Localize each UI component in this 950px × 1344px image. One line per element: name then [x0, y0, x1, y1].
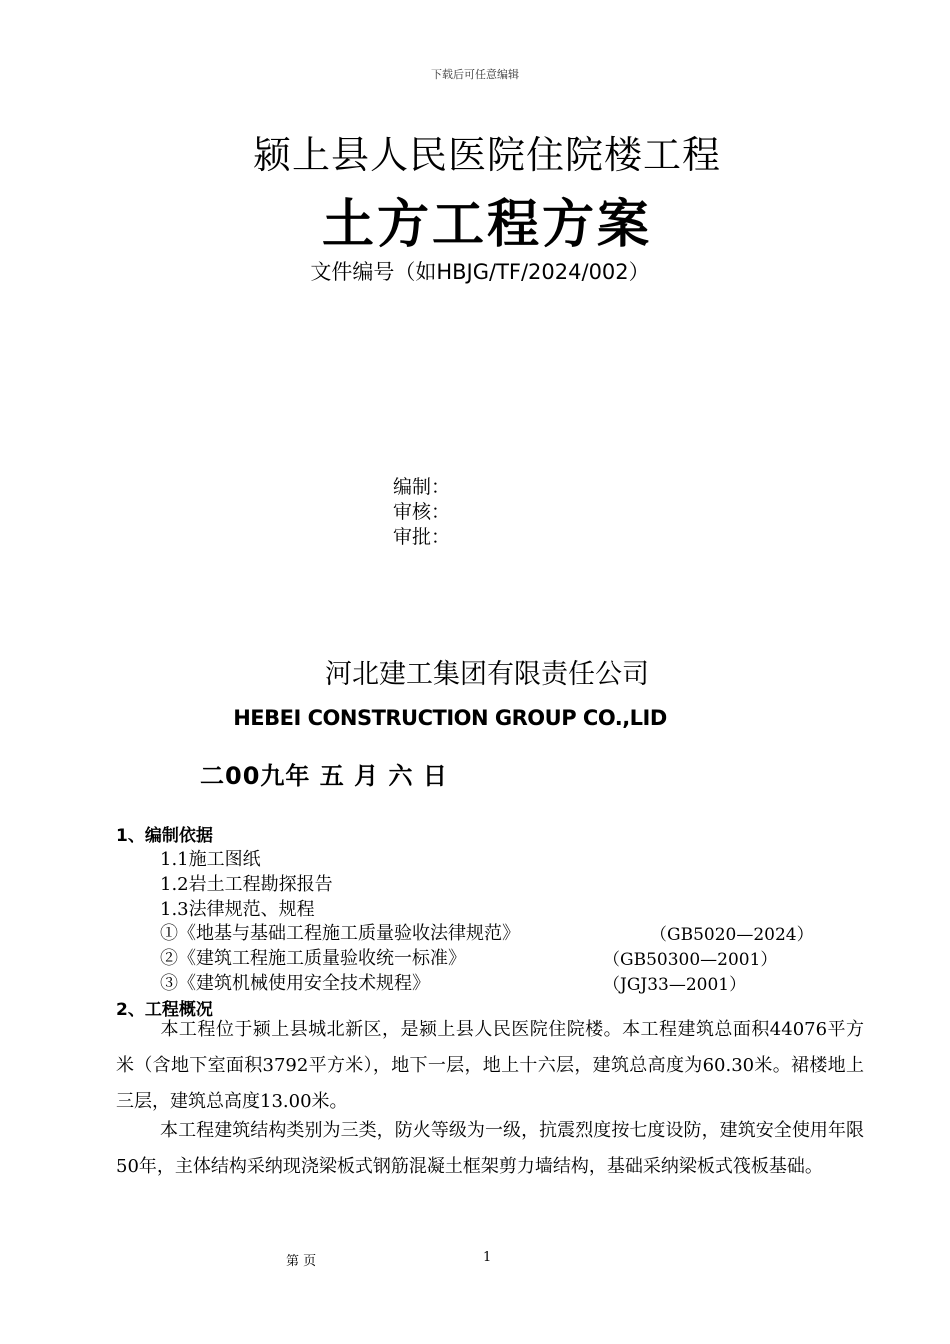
prepared-by-label: 编制：	[393, 476, 451, 498]
standard-name: ①《地基与基础工程施工质量验收法律规范》	[160, 923, 520, 944]
page-label: 第 页	[286, 1254, 317, 1269]
basis-item: 1.1施工图纸	[160, 849, 261, 870]
standard-code: （JGJ33—2001）	[603, 975, 747, 995]
company-name-en: HEBEI CONSTRUCTION GROUP CO.,LID	[233, 706, 667, 730]
document-date: 二00九年 五 月 六 日	[200, 762, 448, 790]
paragraph-text: 本工程建筑结构类别为三类，防火等级为一级，抗震烈度按七度设防，建筑安全使用年限50年，主体结构采纳现浇梁板式钢筋混凝土框架剪力墙结构，基础采纳梁板式筏板基础。	[116, 1120, 864, 1177]
basis-item: 1.3法律规范、规程	[160, 899, 315, 920]
basis-item: 1.2岩土工程勘探报告	[160, 874, 333, 895]
section-2-heading: 2、工程概况	[116, 1000, 213, 1020]
standard-name: ③《建筑机械使用安全技术规程》	[160, 973, 430, 994]
paragraph-text: 本工程位于颍上县城北新区，是颍上县人民医院住院楼。本工程建筑总面积44076平方米（含地下室面积3792平方米），地下一层，地上十六层，建筑总高度为60.30米。裙楼地上三层，建筑总高度13.00米。	[116, 1019, 864, 1112]
document-number: 文件编号（如HBJG/TF/2024/002）	[310, 260, 650, 284]
page-number: 1	[483, 1250, 492, 1265]
standard-code: （GB5020—2024）	[650, 925, 814, 945]
section-1-heading: 1、编制依据	[116, 826, 213, 846]
reviewed-by-label: 审核：	[393, 501, 451, 523]
project-title: 颍上县人民医院住院楼工程	[252, 133, 721, 177]
standard-name: ②《建筑工程施工质量验收统一标准》	[160, 948, 466, 969]
document-title: 土方工程方案	[321, 195, 652, 255]
project-structure-paragraph	[116, 1113, 864, 1185]
company-name-cn: 河北建工集团有限责任公司	[325, 659, 649, 690]
approved-by-label: 审批：	[393, 526, 451, 548]
project-overview-paragraph	[116, 1012, 864, 1120]
standard-code: （GB50300—2001）	[603, 950, 778, 970]
header-note: 下载后可任意编辑	[431, 68, 519, 81]
